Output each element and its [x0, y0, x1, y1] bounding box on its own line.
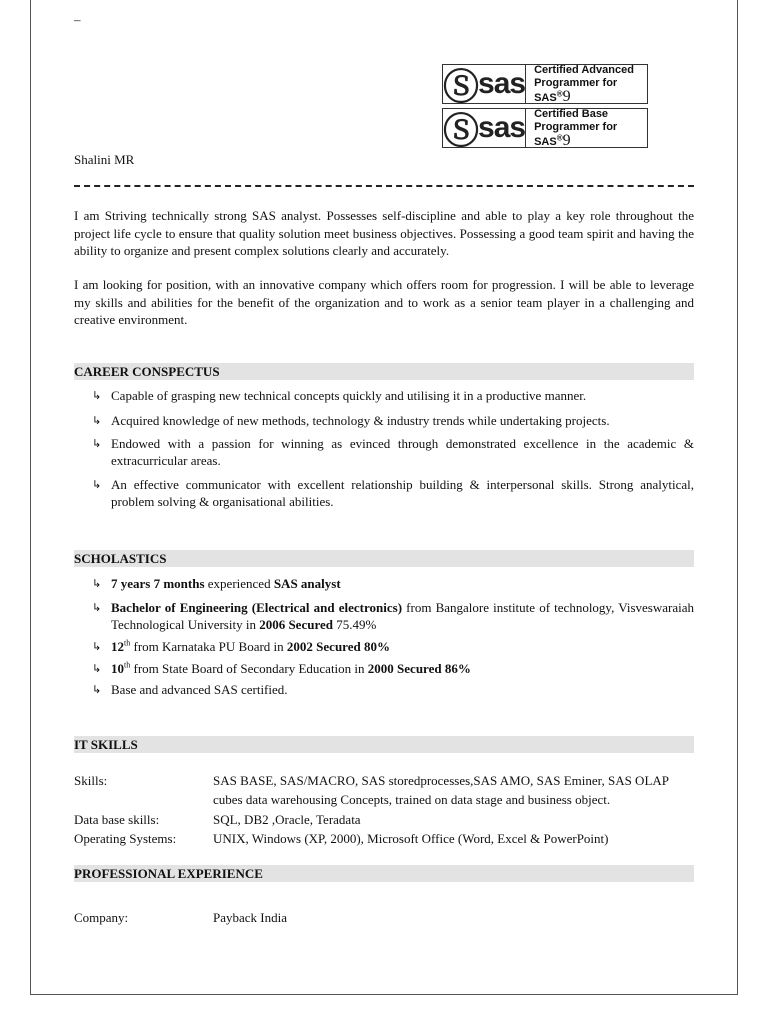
sas-advanced-cert-badge: Ⓢ sas Certified Advanced Programmer for SAS®9 — [442, 64, 648, 104]
cert-version: 9 — [562, 87, 571, 105]
bullet-arrow-icon: ↳ — [92, 640, 102, 653]
section-heading-scholastics: SCHOLASTICS — [74, 550, 694, 567]
list-item: ↳ Endowed with a passion for winning as evinced through demonstrated excellence in the academic & extracurricular areas. — [92, 436, 694, 468]
list-item: ↳ 12th from Karnataka PU Board in 2002 Secured 80% — [92, 638, 390, 654]
list-item: ↳ 7 years 7 months experienced SAS analyst — [92, 576, 341, 591]
dashed-divider — [74, 185, 694, 187]
list-item: ↳ Base and advanced SAS certified. — [92, 682, 288, 697]
skill-row: Operating Systems: UNIX, Windows (XP, 2000), Microsoft Office (Word, Excel & PowerPoint) — [74, 831, 609, 846]
objective-paragraph: I am looking for position, with an innovative company which offers room for progression. I will be able to leverage my skills and abilities for the benefit of the organization and to work as a senior team player in a challenging and creative environment. — [74, 277, 694, 327]
list-item: ↳ An effective communicator with excellent relationship building & interpersonal skills. Strong analytical, problem solving & organisational abilities. — [92, 477, 694, 509]
company-row: Company: Payback India — [74, 910, 288, 925]
section-heading-it-skills: IT SKILLS — [74, 736, 694, 753]
list-item: ↳ Bachelor of Engineering (Electrical and electronics) from Bangalore institute of technology, Visveswaraiah Technological University in 2006 Secured 75.49% — [92, 600, 694, 632]
list-item: ↳ Capable of grasping new technical concepts quickly and utilising it in a productive manner. — [92, 388, 587, 403]
cert-line: Programmer for SAS — [534, 120, 618, 148]
list-item: ↳ 10th from State Board of Secondary Education in 2000 Secured 86% — [92, 660, 471, 676]
candidate-name: Shalini MR — [74, 152, 135, 167]
bullet-arrow-icon: ↳ — [92, 683, 102, 696]
bullet-arrow-icon: ↳ — [92, 662, 102, 675]
list-item: ↳ Acquired knowledge of new methods, technology & industry trends while undertaking projects. — [92, 413, 610, 428]
sas-base-cert-badge: Ⓢ sas Certified Base Programmer for SAS®9 — [442, 108, 648, 148]
cert-line: Programmer for SAS — [534, 76, 618, 104]
sas-logo-icon: Ⓢ sas — [443, 109, 526, 151]
skill-row: Data base skills: SQL, DB2 ,Oracle, Teradata — [74, 812, 361, 827]
skill-row: Skills: SAS BASE, SAS/MACRO, SAS storedprocesses,SAS AMO, SAS Eminer, SAS OLAP cubes data warehousing Concepts, trained on data stage and business object. — [74, 773, 669, 807]
cert-line: Certified Base — [534, 107, 609, 120]
header-dash: – — [74, 12, 81, 27]
bullet-arrow-icon: ↳ — [92, 601, 102, 614]
bullet-arrow-icon: ↳ — [92, 577, 102, 590]
bullet-arrow-icon: ↳ — [92, 389, 102, 402]
section-heading-experience: PROFESSIONAL EXPERIENCE — [74, 865, 694, 882]
bullet-arrow-icon: ↳ — [92, 478, 102, 491]
bullet-arrow-icon: ↳ — [92, 437, 102, 450]
bullet-arrow-icon: ↳ — [92, 414, 102, 427]
cert-line: Certified Advanced — [534, 63, 634, 76]
cert-version: 9 — [562, 131, 571, 149]
summary-paragraph: I am Striving technically strong SAS analyst. Possesses self-discipline and able to play a key role throughout the project life cycle to ensure that quality solution meet business objectives. Possessing a good team spirit and having the ability to organize and present complex solutions clearly and accurately. — [74, 208, 694, 258]
sas-logo-icon: Ⓢ sas — [443, 65, 526, 107]
section-heading-career: CAREER CONSPECTUS — [74, 363, 694, 380]
